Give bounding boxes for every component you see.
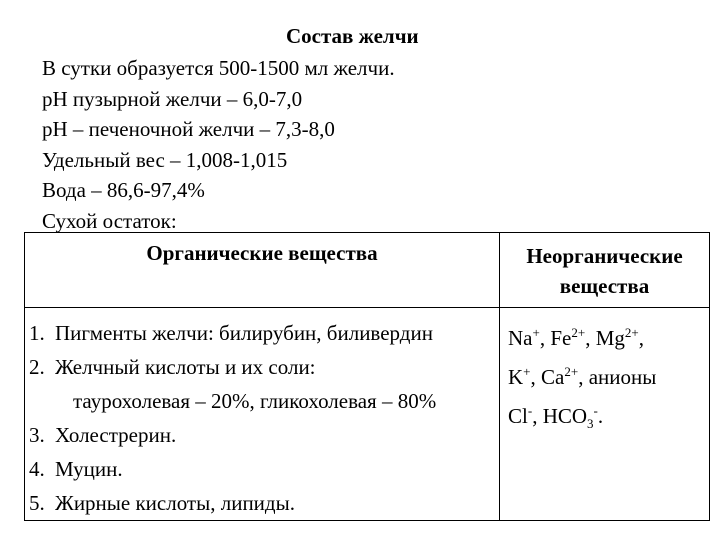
ions-line-2: K+, $Ca^{2+}$, анионы [508,364,657,389]
intro-line-ph-liver: pH – печеночной желчи – 7,3-8,0 [42,117,335,141]
composition-table [24,232,710,521]
list-item-text: Холестрерин. [55,423,177,447]
intro-line-daily-volume: В сутки образуется 500-1500 мл желчи. [42,56,395,80]
ion-charge: 2+ [564,364,579,379]
ion-bicarbonate: HCO [542,404,588,428]
ions-line-3: Cl-, $HCO_3^-$. [508,403,604,432]
intro-line-ph-gallbladder: pH пузырной желчи – 6,0-7,0 [42,86,303,111]
ion-charge: 2+ [571,325,586,340]
list-item-text: Жирные кислоты, липиды. [55,491,295,515]
list-item-text: Желчный кислоты и их соли: [55,355,316,379]
list-item-number: 2. [29,355,45,379]
intro-block [42,53,395,236]
intro-line-water: Вода – 86,6-97,4% [42,178,205,202]
list-item-continuation [29,384,499,418]
list-item-text: таурохолевая – 20%, гликохолевая – 80% [73,389,437,413]
header-inorganic-line2: вещества [559,274,650,298]
ion-charge: 2+ [624,325,639,340]
list-item [29,350,499,384]
list-item-text: Пигменты желчи: билирубин, биливердин [55,321,433,345]
organic-cell [25,308,500,521]
inorganic-ions [500,308,709,441]
list-item-number: 1. [29,321,45,345]
ion-subscript: 3 [587,416,594,432]
ions-line-1: Na+, $Fe^{2+}$, $Mg^{2+}$, [508,325,644,350]
intro-line-specific-gravity: Удельный вес – 1,008-1,015 [42,147,288,172]
list-item [29,452,499,486]
list-item-text: Муцин. [55,457,123,481]
ion-sodium: Na [508,326,533,350]
ion-charge: - [527,403,533,418]
header-inorganic [500,233,710,308]
list-item [29,418,499,452]
table-header-row [25,233,710,308]
list-item-number: 3. [29,423,45,447]
table-body-row [25,308,710,521]
inorganic-cell [500,308,710,521]
list-item-number: 5. [29,491,45,515]
ion-charge: + [523,364,531,379]
ion-chloride: Cl [508,404,528,428]
header-organic [25,233,500,308]
list-item [29,486,499,520]
list-item-number: 4. [29,457,45,481]
ion-charge: + [532,325,540,340]
ion-iron: Fe [550,326,572,350]
organic-list [25,308,499,520]
ion-calcium: Ca [541,365,565,389]
list-item [29,316,499,350]
header-inorganic-line1: Неорганические [526,244,683,268]
header-organic-label: Органические вещества [146,241,378,265]
anions-label: анионы [588,365,657,389]
ion-magnesium: Mg [595,326,625,350]
ion-potassium: K [508,365,524,389]
page-title: Состав желчи [286,24,419,48]
ion-charge: - [593,403,598,418]
intro-line-dry-residue: Сухой остаток: [42,208,177,233]
